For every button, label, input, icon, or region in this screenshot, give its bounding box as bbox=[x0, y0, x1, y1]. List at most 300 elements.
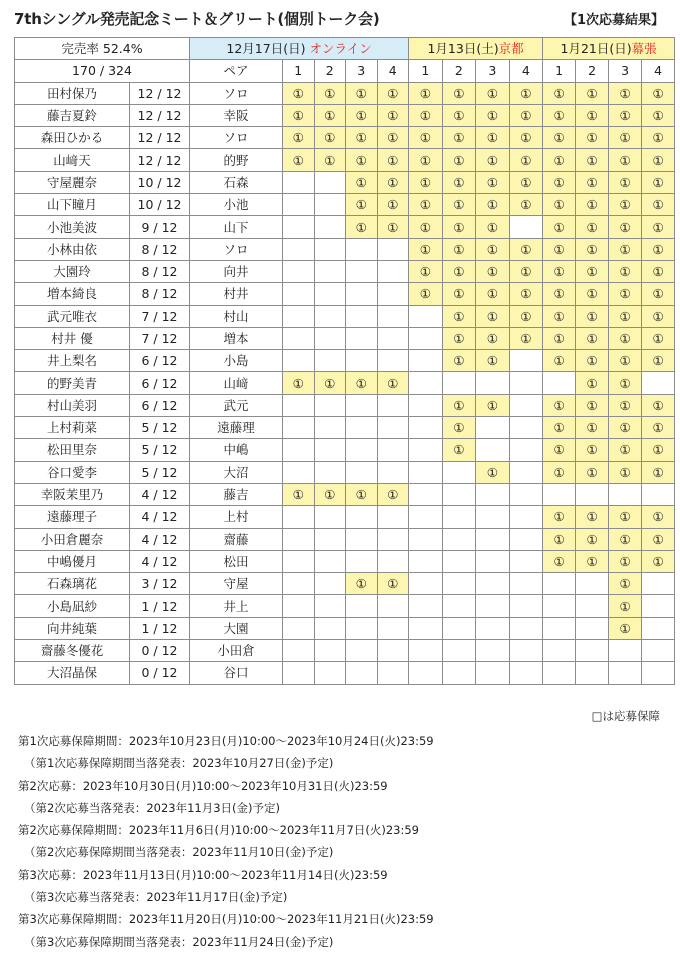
slot-cell-won: ① bbox=[543, 394, 576, 416]
slot-cell-won: ① bbox=[543, 171, 576, 193]
slot-cell-empty bbox=[442, 550, 476, 572]
member-count: 4 / 12 bbox=[130, 483, 190, 505]
slot-cell-empty bbox=[543, 617, 576, 639]
slot-cell-empty bbox=[442, 617, 476, 639]
slot-header: 2 bbox=[442, 60, 476, 82]
slot-cell-empty bbox=[642, 483, 675, 505]
slot-cell-empty bbox=[346, 305, 378, 327]
member-count: 8 / 12 bbox=[130, 260, 190, 282]
slot-cell-won: ① bbox=[283, 483, 315, 505]
slot-cell-empty bbox=[283, 461, 315, 483]
member-count: 9 / 12 bbox=[130, 216, 190, 238]
slot-cell-won: ① bbox=[543, 149, 576, 171]
member-pair: 増本 bbox=[190, 327, 283, 349]
slot-cell-won: ① bbox=[609, 104, 642, 126]
slot-cell-won: ① bbox=[442, 104, 476, 126]
member-name: 大園玲 bbox=[15, 260, 130, 282]
table-row bbox=[15, 238, 675, 260]
slot-cell-won: ① bbox=[377, 194, 409, 216]
table-row bbox=[15, 216, 675, 238]
table-row bbox=[15, 528, 675, 550]
slot-header: 2 bbox=[576, 60, 609, 82]
schedule-item bbox=[18, 775, 434, 820]
member-count: 6 / 12 bbox=[130, 350, 190, 372]
slot-cell-won: ① bbox=[642, 82, 675, 104]
slot-cell-empty bbox=[409, 528, 443, 550]
slot-cell-won: ① bbox=[576, 127, 609, 149]
slot-cell-won: ① bbox=[642, 238, 675, 260]
slot-cell-won: ① bbox=[346, 104, 378, 126]
slot-cell-won: ① bbox=[442, 305, 476, 327]
slot-cell-empty bbox=[346, 394, 378, 416]
slot-cell-empty bbox=[476, 662, 510, 684]
member-name: 向井純葉 bbox=[15, 617, 130, 639]
slot-cell-won: ① bbox=[346, 127, 378, 149]
slot-cell-won: ① bbox=[476, 127, 510, 149]
slot-cell-won: ① bbox=[609, 528, 642, 550]
slot-cell-won: ① bbox=[609, 617, 642, 639]
slot-cell-won: ① bbox=[509, 82, 543, 104]
member-name: 大沼晶保 bbox=[15, 662, 130, 684]
table-row bbox=[15, 194, 675, 216]
slot-cell-empty bbox=[346, 506, 378, 528]
slot-cell-won: ① bbox=[576, 550, 609, 572]
slot-cell-empty bbox=[576, 617, 609, 639]
slot-cell-won: ① bbox=[609, 305, 642, 327]
slot-cell-won: ① bbox=[609, 372, 642, 394]
slot-cell-won: ① bbox=[283, 372, 315, 394]
event-header-makuhari bbox=[543, 38, 675, 60]
member-pair: 小島 bbox=[190, 350, 283, 372]
slot-cell-empty bbox=[509, 617, 543, 639]
slot-cell-won: ① bbox=[609, 127, 642, 149]
schedule-sub: （第2次応募当落発表：2023年11月3日(金)予定) bbox=[24, 800, 280, 815]
member-pair: 大園 bbox=[190, 617, 283, 639]
slot-cell-empty bbox=[409, 595, 443, 617]
member-name: 守屋麗奈 bbox=[15, 171, 130, 193]
slot-cell-empty bbox=[576, 573, 609, 595]
schedule-main: 第3次応募保障期間：2023年11月20日(月)10:00～2023年11月21日(火)23:59 bbox=[18, 912, 434, 927]
member-pair: 小池 bbox=[190, 194, 283, 216]
member-count: 5 / 12 bbox=[130, 439, 190, 461]
slot-cell-empty bbox=[314, 194, 346, 216]
slot-cell-won: ① bbox=[642, 528, 675, 550]
member-pair: 武元 bbox=[190, 394, 283, 416]
slot-cell-empty bbox=[283, 417, 315, 439]
member-pair: 守屋 bbox=[190, 573, 283, 595]
slot-header: 3 bbox=[346, 60, 378, 82]
slot-cell-won: ① bbox=[283, 127, 315, 149]
slot-cell-empty bbox=[409, 662, 443, 684]
slot-cell-empty bbox=[377, 417, 409, 439]
member-count: 12 / 12 bbox=[130, 82, 190, 104]
slot-cell-won: ① bbox=[642, 194, 675, 216]
slot-cell-won: ① bbox=[442, 260, 476, 282]
table-row bbox=[15, 104, 675, 126]
member-count: 7 / 12 bbox=[130, 305, 190, 327]
slot-cell-won: ① bbox=[314, 483, 346, 505]
slot-cell-empty bbox=[409, 372, 443, 394]
slot-cell-empty bbox=[283, 640, 315, 662]
slot-cell-empty bbox=[314, 283, 346, 305]
member-count: 4 / 12 bbox=[130, 528, 190, 550]
slot-cell-empty bbox=[346, 417, 378, 439]
slot-cell-empty bbox=[283, 350, 315, 372]
slot-header: 1 bbox=[543, 60, 576, 82]
slot-cell-empty bbox=[476, 417, 510, 439]
slot-cell-empty bbox=[314, 305, 346, 327]
slot-cell-won: ① bbox=[409, 104, 443, 126]
slot-cell-won: ① bbox=[576, 238, 609, 260]
slot-cell-won: ① bbox=[543, 350, 576, 372]
slot-cell-won: ① bbox=[409, 238, 443, 260]
slot-cell-empty bbox=[377, 327, 409, 349]
slot-cell-won: ① bbox=[609, 327, 642, 349]
table-row bbox=[15, 127, 675, 149]
member-pair: ソロ bbox=[190, 127, 283, 149]
table-row bbox=[15, 573, 675, 595]
member-name: 井上梨名 bbox=[15, 350, 130, 372]
slot-cell-empty bbox=[543, 662, 576, 684]
slot-cell-won: ① bbox=[576, 461, 609, 483]
slot-cell-empty bbox=[283, 506, 315, 528]
slot-cell-won: ① bbox=[377, 483, 409, 505]
slot-cell-won: ① bbox=[642, 439, 675, 461]
slot-cell-won: ① bbox=[543, 305, 576, 327]
member-pair: ソロ bbox=[190, 82, 283, 104]
member-name: 中嶋優月 bbox=[15, 550, 130, 572]
member-name: 的野美青 bbox=[15, 372, 130, 394]
slot-cell-won: ① bbox=[283, 82, 315, 104]
slot-cell-won: ① bbox=[346, 149, 378, 171]
event-header-row bbox=[15, 38, 675, 60]
schedule-item bbox=[18, 730, 434, 775]
table-row bbox=[15, 662, 675, 684]
slot-cell-empty bbox=[314, 417, 346, 439]
slot-cell-empty bbox=[476, 595, 510, 617]
slot-cell-empty bbox=[283, 662, 315, 684]
member-name: 増本綺良 bbox=[15, 283, 130, 305]
slot-cell-empty bbox=[377, 283, 409, 305]
slot-cell-empty bbox=[409, 573, 443, 595]
slot-cell-empty bbox=[283, 283, 315, 305]
slot-cell-won: ① bbox=[576, 350, 609, 372]
results-table bbox=[14, 37, 675, 685]
member-count: 12 / 12 bbox=[130, 127, 190, 149]
member-pair: 小田倉 bbox=[190, 640, 283, 662]
slot-cell-empty bbox=[314, 216, 346, 238]
slot-cell-won: ① bbox=[442, 394, 476, 416]
schedule-sub: （第3次応募当落発表：2023年11月17日(金)予定) bbox=[24, 890, 288, 905]
member-pair: 大沼 bbox=[190, 461, 283, 483]
slot-cell-won: ① bbox=[642, 506, 675, 528]
slot-cell-empty bbox=[509, 394, 543, 416]
member-count: 5 / 12 bbox=[130, 417, 190, 439]
slot-cell-empty bbox=[283, 238, 315, 260]
slot-cell-empty bbox=[642, 595, 675, 617]
slot-cell-empty bbox=[409, 327, 443, 349]
schedule-sub: （第1次応募保障期間当落発表：2023年10月27日(金)予定) bbox=[24, 756, 334, 771]
slot-cell-won: ① bbox=[576, 506, 609, 528]
schedule-sub: （第2次応募保障期間当落発表：2023年11月10日(金)予定) bbox=[24, 845, 334, 860]
slot-cell-won: ① bbox=[442, 283, 476, 305]
member-pair: 遠藤理 bbox=[190, 417, 283, 439]
table-row bbox=[15, 82, 675, 104]
slot-cell-empty bbox=[442, 662, 476, 684]
slot-cell-won: ① bbox=[377, 127, 409, 149]
total-count: 170 / 324 bbox=[15, 60, 190, 82]
slot-cell-empty bbox=[346, 283, 378, 305]
slot-cell-empty bbox=[642, 640, 675, 662]
slot-cell-empty bbox=[509, 506, 543, 528]
slot-cell-empty bbox=[377, 260, 409, 282]
slot-cell-won: ① bbox=[346, 372, 378, 394]
slot-cell-empty bbox=[377, 350, 409, 372]
slot-cell-empty bbox=[509, 461, 543, 483]
slot-cell-won: ① bbox=[409, 260, 443, 282]
slot-header: 3 bbox=[609, 60, 642, 82]
slot-cell-empty bbox=[283, 573, 315, 595]
table-row bbox=[15, 327, 675, 349]
slot-cell-empty bbox=[283, 394, 315, 416]
member-name: 田村保乃 bbox=[15, 82, 130, 104]
slot-cell-won: ① bbox=[642, 149, 675, 171]
member-name: 上村莉菜 bbox=[15, 417, 130, 439]
slot-cell-won: ① bbox=[377, 216, 409, 238]
slot-cell-empty bbox=[377, 305, 409, 327]
slot-cell-won: ① bbox=[642, 350, 675, 372]
member-name: 谷口愛李 bbox=[15, 461, 130, 483]
slot-cell-empty bbox=[409, 461, 443, 483]
slot-cell-empty bbox=[442, 573, 476, 595]
slot-header-row bbox=[15, 60, 675, 82]
slot-cell-won: ① bbox=[346, 573, 378, 595]
slot-cell-won: ① bbox=[476, 82, 510, 104]
slot-cell-empty bbox=[314, 573, 346, 595]
slot-cell-empty bbox=[346, 528, 378, 550]
member-count: 5 / 12 bbox=[130, 461, 190, 483]
schedule-main: 第3次応募：2023年11月13日(月)10:00～2023年11月14日(火)23:59 bbox=[18, 867, 388, 882]
member-name: 小島凪紗 bbox=[15, 595, 130, 617]
slot-cell-won: ① bbox=[314, 82, 346, 104]
slot-cell-won: ① bbox=[576, 149, 609, 171]
slot-cell-won: ① bbox=[543, 127, 576, 149]
slot-cell-won: ① bbox=[543, 439, 576, 461]
slot-cell-empty bbox=[642, 372, 675, 394]
slot-cell-empty bbox=[642, 573, 675, 595]
pair-header: ペア bbox=[190, 60, 283, 82]
slot-cell-empty bbox=[543, 483, 576, 505]
slot-cell-empty bbox=[283, 550, 315, 572]
slot-cell-empty bbox=[314, 595, 346, 617]
slot-cell-empty bbox=[314, 327, 346, 349]
event-header-online bbox=[190, 38, 409, 60]
event-date: 1月13日(土) bbox=[427, 41, 499, 57]
slot-cell-empty bbox=[314, 350, 346, 372]
slot-cell-empty bbox=[543, 640, 576, 662]
slot-cell-empty bbox=[576, 662, 609, 684]
slot-cell-won: ① bbox=[543, 550, 576, 572]
slot-cell-empty bbox=[283, 617, 315, 639]
slot-cell-empty bbox=[409, 640, 443, 662]
event-header-kyoto bbox=[409, 38, 543, 60]
slot-cell-empty bbox=[346, 350, 378, 372]
member-name: 村山美羽 bbox=[15, 394, 130, 416]
member-rows bbox=[15, 82, 675, 684]
slot-cell-won: ① bbox=[509, 283, 543, 305]
slot-cell-won: ① bbox=[642, 127, 675, 149]
slot-cell-won: ① bbox=[409, 82, 443, 104]
slot-cell-won: ① bbox=[409, 216, 443, 238]
member-count: 6 / 12 bbox=[130, 394, 190, 416]
slot-cell-won: ① bbox=[509, 260, 543, 282]
slot-cell-won: ① bbox=[442, 327, 476, 349]
slot-cell-won: ① bbox=[642, 305, 675, 327]
member-pair: ソロ bbox=[190, 238, 283, 260]
slot-cell-won: ① bbox=[476, 149, 510, 171]
slot-cell-won: ① bbox=[442, 127, 476, 149]
member-name: 小林由依 bbox=[15, 238, 130, 260]
slot-cell-won: ① bbox=[543, 82, 576, 104]
member-count: 10 / 12 bbox=[130, 194, 190, 216]
slot-cell-empty bbox=[283, 595, 315, 617]
slot-cell-won: ① bbox=[442, 194, 476, 216]
slot-cell-won: ① bbox=[609, 171, 642, 193]
slot-cell-empty bbox=[543, 573, 576, 595]
slot-cell-empty bbox=[377, 640, 409, 662]
slot-cell-empty bbox=[346, 439, 378, 461]
slot-cell-won: ① bbox=[377, 171, 409, 193]
schedule-main: 第1次応募保障期間：2023年10月23日(月)10:00～2023年10月24日(火)23:59 bbox=[18, 734, 434, 748]
slot-cell-won: ① bbox=[509, 171, 543, 193]
member-pair: 齋藤 bbox=[190, 528, 283, 550]
member-name: 山下瞳月 bbox=[15, 194, 130, 216]
slot-cell-won: ① bbox=[346, 194, 378, 216]
slot-header: 4 bbox=[642, 60, 675, 82]
table-row bbox=[15, 350, 675, 372]
slot-cell-empty bbox=[642, 617, 675, 639]
slot-cell-won: ① bbox=[642, 283, 675, 305]
slot-cell-won: ① bbox=[442, 350, 476, 372]
slot-cell-won: ① bbox=[609, 82, 642, 104]
slot-cell-empty bbox=[609, 662, 642, 684]
slot-cell-won: ① bbox=[543, 283, 576, 305]
slot-cell-empty bbox=[283, 216, 315, 238]
slot-cell-empty bbox=[346, 617, 378, 639]
slot-cell-won: ① bbox=[377, 104, 409, 126]
slot-cell-won: ① bbox=[576, 82, 609, 104]
slot-cell-won: ① bbox=[346, 82, 378, 104]
slot-cell-empty bbox=[409, 394, 443, 416]
slot-cell-won: ① bbox=[314, 127, 346, 149]
slot-cell-won: ① bbox=[314, 149, 346, 171]
slot-cell-empty bbox=[283, 327, 315, 349]
slot-cell-won: ① bbox=[314, 372, 346, 394]
slot-cell-empty bbox=[314, 260, 346, 282]
slot-cell-won: ① bbox=[476, 260, 510, 282]
slot-cell-won: ① bbox=[576, 194, 609, 216]
slot-cell-empty bbox=[314, 528, 346, 550]
slot-cell-won: ① bbox=[642, 417, 675, 439]
slot-cell-empty bbox=[314, 617, 346, 639]
member-count: 8 / 12 bbox=[130, 238, 190, 260]
slot-cell-won: ① bbox=[609, 260, 642, 282]
slot-cell-empty bbox=[442, 372, 476, 394]
slot-cell-won: ① bbox=[543, 260, 576, 282]
slot-cell-empty bbox=[509, 372, 543, 394]
slot-cell-won: ① bbox=[509, 238, 543, 260]
slot-cell-empty bbox=[409, 439, 443, 461]
slot-cell-won: ① bbox=[576, 283, 609, 305]
slot-cell-empty bbox=[476, 439, 510, 461]
slot-cell-empty bbox=[509, 550, 543, 572]
table-row bbox=[15, 149, 675, 171]
table-row bbox=[15, 617, 675, 639]
slot-cell-won: ① bbox=[642, 260, 675, 282]
slot-cell-empty bbox=[509, 528, 543, 550]
member-pair: 藤吉 bbox=[190, 483, 283, 505]
slot-cell-won: ① bbox=[476, 283, 510, 305]
slot-cell-won: ① bbox=[476, 461, 510, 483]
slot-cell-won: ① bbox=[609, 550, 642, 572]
member-pair: 村山 bbox=[190, 305, 283, 327]
member-count: 10 / 12 bbox=[130, 171, 190, 193]
schedule-main: 第2次応募保障期間：2023年11月6日(月)10:00～2023年11月7日(火)23:59 bbox=[18, 823, 419, 838]
slot-cell-won: ① bbox=[509, 327, 543, 349]
event-date: 12月17日(日) bbox=[226, 41, 306, 57]
table-row bbox=[15, 394, 675, 416]
slot-cell-empty bbox=[476, 617, 510, 639]
slot-cell-won: ① bbox=[576, 171, 609, 193]
slot-cell-empty bbox=[509, 350, 543, 372]
slot-cell-empty bbox=[476, 483, 510, 505]
slot-cell-won: ① bbox=[609, 149, 642, 171]
slot-cell-empty bbox=[346, 662, 378, 684]
slot-cell-empty bbox=[346, 461, 378, 483]
table-row bbox=[15, 461, 675, 483]
slot-cell-won: ① bbox=[576, 439, 609, 461]
slot-cell-won: ① bbox=[543, 417, 576, 439]
slot-cell-won: ① bbox=[609, 238, 642, 260]
table-row bbox=[15, 483, 675, 505]
slot-cell-empty bbox=[476, 528, 510, 550]
slot-cell-won: ① bbox=[346, 483, 378, 505]
slot-cell-empty bbox=[642, 662, 675, 684]
slot-cell-won: ① bbox=[476, 216, 510, 238]
slot-cell-won: ① bbox=[409, 283, 443, 305]
slot-cell-won: ① bbox=[442, 149, 476, 171]
slot-cell-empty bbox=[346, 260, 378, 282]
slot-cell-empty bbox=[576, 595, 609, 617]
slot-cell-won: ① bbox=[442, 238, 476, 260]
member-pair: 石森 bbox=[190, 171, 283, 193]
slot-cell-empty bbox=[283, 171, 315, 193]
slot-cell-won: ① bbox=[377, 82, 409, 104]
slot-cell-empty bbox=[314, 550, 346, 572]
slot-cell-won: ① bbox=[442, 417, 476, 439]
slot-cell-won: ① bbox=[642, 327, 675, 349]
slot-cell-won: ① bbox=[476, 305, 510, 327]
slot-cell-won: ① bbox=[409, 149, 443, 171]
slot-cell-won: ① bbox=[609, 350, 642, 372]
slot-cell-won: ① bbox=[476, 104, 510, 126]
slot-cell-empty bbox=[283, 305, 315, 327]
slot-cell-won: ① bbox=[609, 573, 642, 595]
slot-cell-won: ① bbox=[476, 350, 510, 372]
member-count: 0 / 12 bbox=[130, 640, 190, 662]
slot-cell-empty bbox=[377, 238, 409, 260]
slot-cell-empty bbox=[409, 550, 443, 572]
